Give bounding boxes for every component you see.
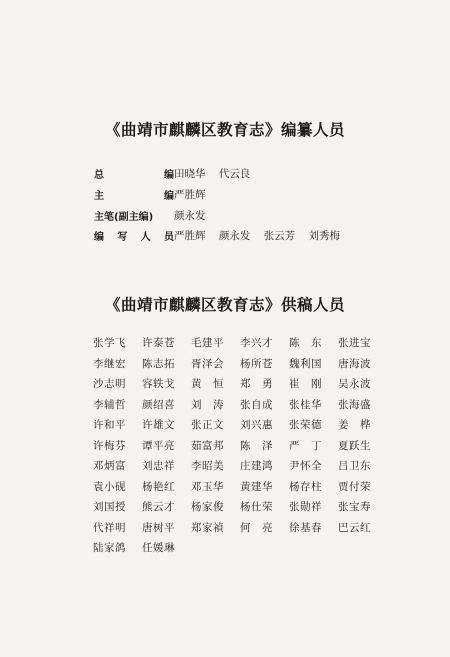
contributor-name: 张桂华	[289, 398, 322, 411]
contributor-name: 许和平	[93, 419, 126, 431]
contributor-name: 尹怀全	[289, 460, 322, 472]
contributor-name: 杨仕荣	[240, 501, 273, 513]
contributor-name: 刘 涛	[191, 398, 224, 411]
contributor-name: 巴云红	[338, 521, 371, 534]
editor-names: 严胜辉 颜永发 张云芳 刘秀梅	[174, 229, 341, 242]
contributor-name: 姜 桦	[338, 419, 371, 431]
contributor-name: 陆家鸽	[93, 542, 126, 554]
contributor-name: 张自成	[240, 398, 273, 411]
contributor-name: 谭平亮	[142, 439, 175, 452]
contributor-name: 庄建鸿	[240, 460, 273, 472]
contributor-name: 唐海波	[338, 357, 371, 370]
contributor-name: 李昭美	[191, 460, 224, 472]
contributor-name: 夏跃生	[338, 439, 371, 452]
contributor-name: 张海盛	[338, 398, 371, 411]
contributor-name: 许泰苍	[142, 337, 175, 349]
contributor-name: 杨存柱	[289, 480, 322, 493]
contributor-name: 任媛琳	[142, 542, 175, 554]
editor-names: 颜永发	[174, 209, 206, 222]
contributor-name: 容轶戈	[142, 378, 175, 390]
contributor-name: 郑家禎	[191, 521, 224, 534]
editor-row-editor	[94, 186, 216, 202]
contributors-list	[93, 333, 393, 559]
contributors-title: 《曲靖市麒麟区教育志》供稿人员	[104, 295, 345, 314]
editor-names: 田晓华 代云良	[174, 167, 251, 180]
contributor-name: 邓玉华	[191, 480, 224, 493]
contributor-name: 刘兴惠	[240, 419, 273, 431]
editor-role: 总 编	[94, 169, 174, 181]
editor-names: 严胜辉	[174, 188, 206, 201]
contributor-name: 许雄文	[142, 419, 175, 431]
contributor-name: 崔 刚	[289, 378, 322, 390]
contributor-name: 沙志明	[93, 378, 126, 390]
editor-row-writers	[94, 227, 350, 243]
editor-row-lead-writer	[94, 207, 216, 223]
contributor-name: 陈志拓	[142, 357, 175, 370]
contributor-name: 李辅哲	[93, 398, 126, 411]
contributor-name: 何 亮	[240, 521, 273, 534]
contributor-name: 毛建平	[191, 337, 224, 349]
contributor-name: 徐基春	[289, 521, 322, 534]
contributor-name: 熊云才	[142, 501, 175, 513]
contributor-name: 张荣德	[289, 419, 322, 431]
contributor-name: 严 丁	[289, 439, 322, 452]
contributor-name: 吕卫东	[338, 460, 371, 472]
contributor-name: 代祥明	[93, 521, 126, 534]
contributor-name: 杨艳红	[142, 480, 175, 493]
contributor-name: 茹富邦	[191, 439, 224, 452]
editor-role: 主笔(副主编)	[94, 211, 154, 223]
contributor-name: 黄建华	[240, 480, 273, 493]
contributor-name: 袁小砚	[93, 480, 126, 493]
contributor-name: 杨所苍	[240, 357, 273, 370]
contributor-name: 黄 恒	[191, 378, 224, 390]
editor-row-chief	[94, 165, 260, 181]
contributor-name: 刘忠祥	[142, 460, 175, 472]
contributor-name: 杨家俊	[191, 501, 224, 513]
contributor-name: 陈 泽	[240, 439, 273, 452]
contributor-name: 李兴才	[240, 337, 273, 349]
editor-role: 编 写 人 员	[94, 231, 174, 243]
contributor-name: 张宝寿	[338, 501, 371, 513]
contributor-name: 李继宏	[93, 357, 126, 370]
contributor-name: 郑 勇	[240, 378, 273, 390]
contributor-name: 许梅芬	[93, 439, 126, 452]
contributor-name: 张进宝	[338, 337, 371, 349]
contributor-name: 陈 东	[289, 337, 322, 349]
contributor-name: 张正文	[191, 419, 224, 431]
contributor-name: 吴永波	[338, 378, 371, 390]
editor-role: 主 编	[94, 190, 174, 202]
editorial-staff-title: 《曲靖市麒麟区教育志》编纂人员	[104, 120, 345, 139]
contributor-name: 张勋祥	[289, 501, 322, 513]
contributor-name: 胥泽会	[191, 357, 224, 370]
contributor-name: 颜绍喜	[142, 398, 175, 411]
contributor-name: 张学飞	[93, 337, 126, 349]
contributor-name: 贾付荣	[338, 480, 371, 493]
contributor-name: 唐树平	[142, 521, 175, 534]
contributor-name: 邓炳富	[93, 460, 126, 472]
contributor-name: 魏利国	[289, 357, 322, 370]
contributor-name: 刘国授	[93, 501, 126, 513]
